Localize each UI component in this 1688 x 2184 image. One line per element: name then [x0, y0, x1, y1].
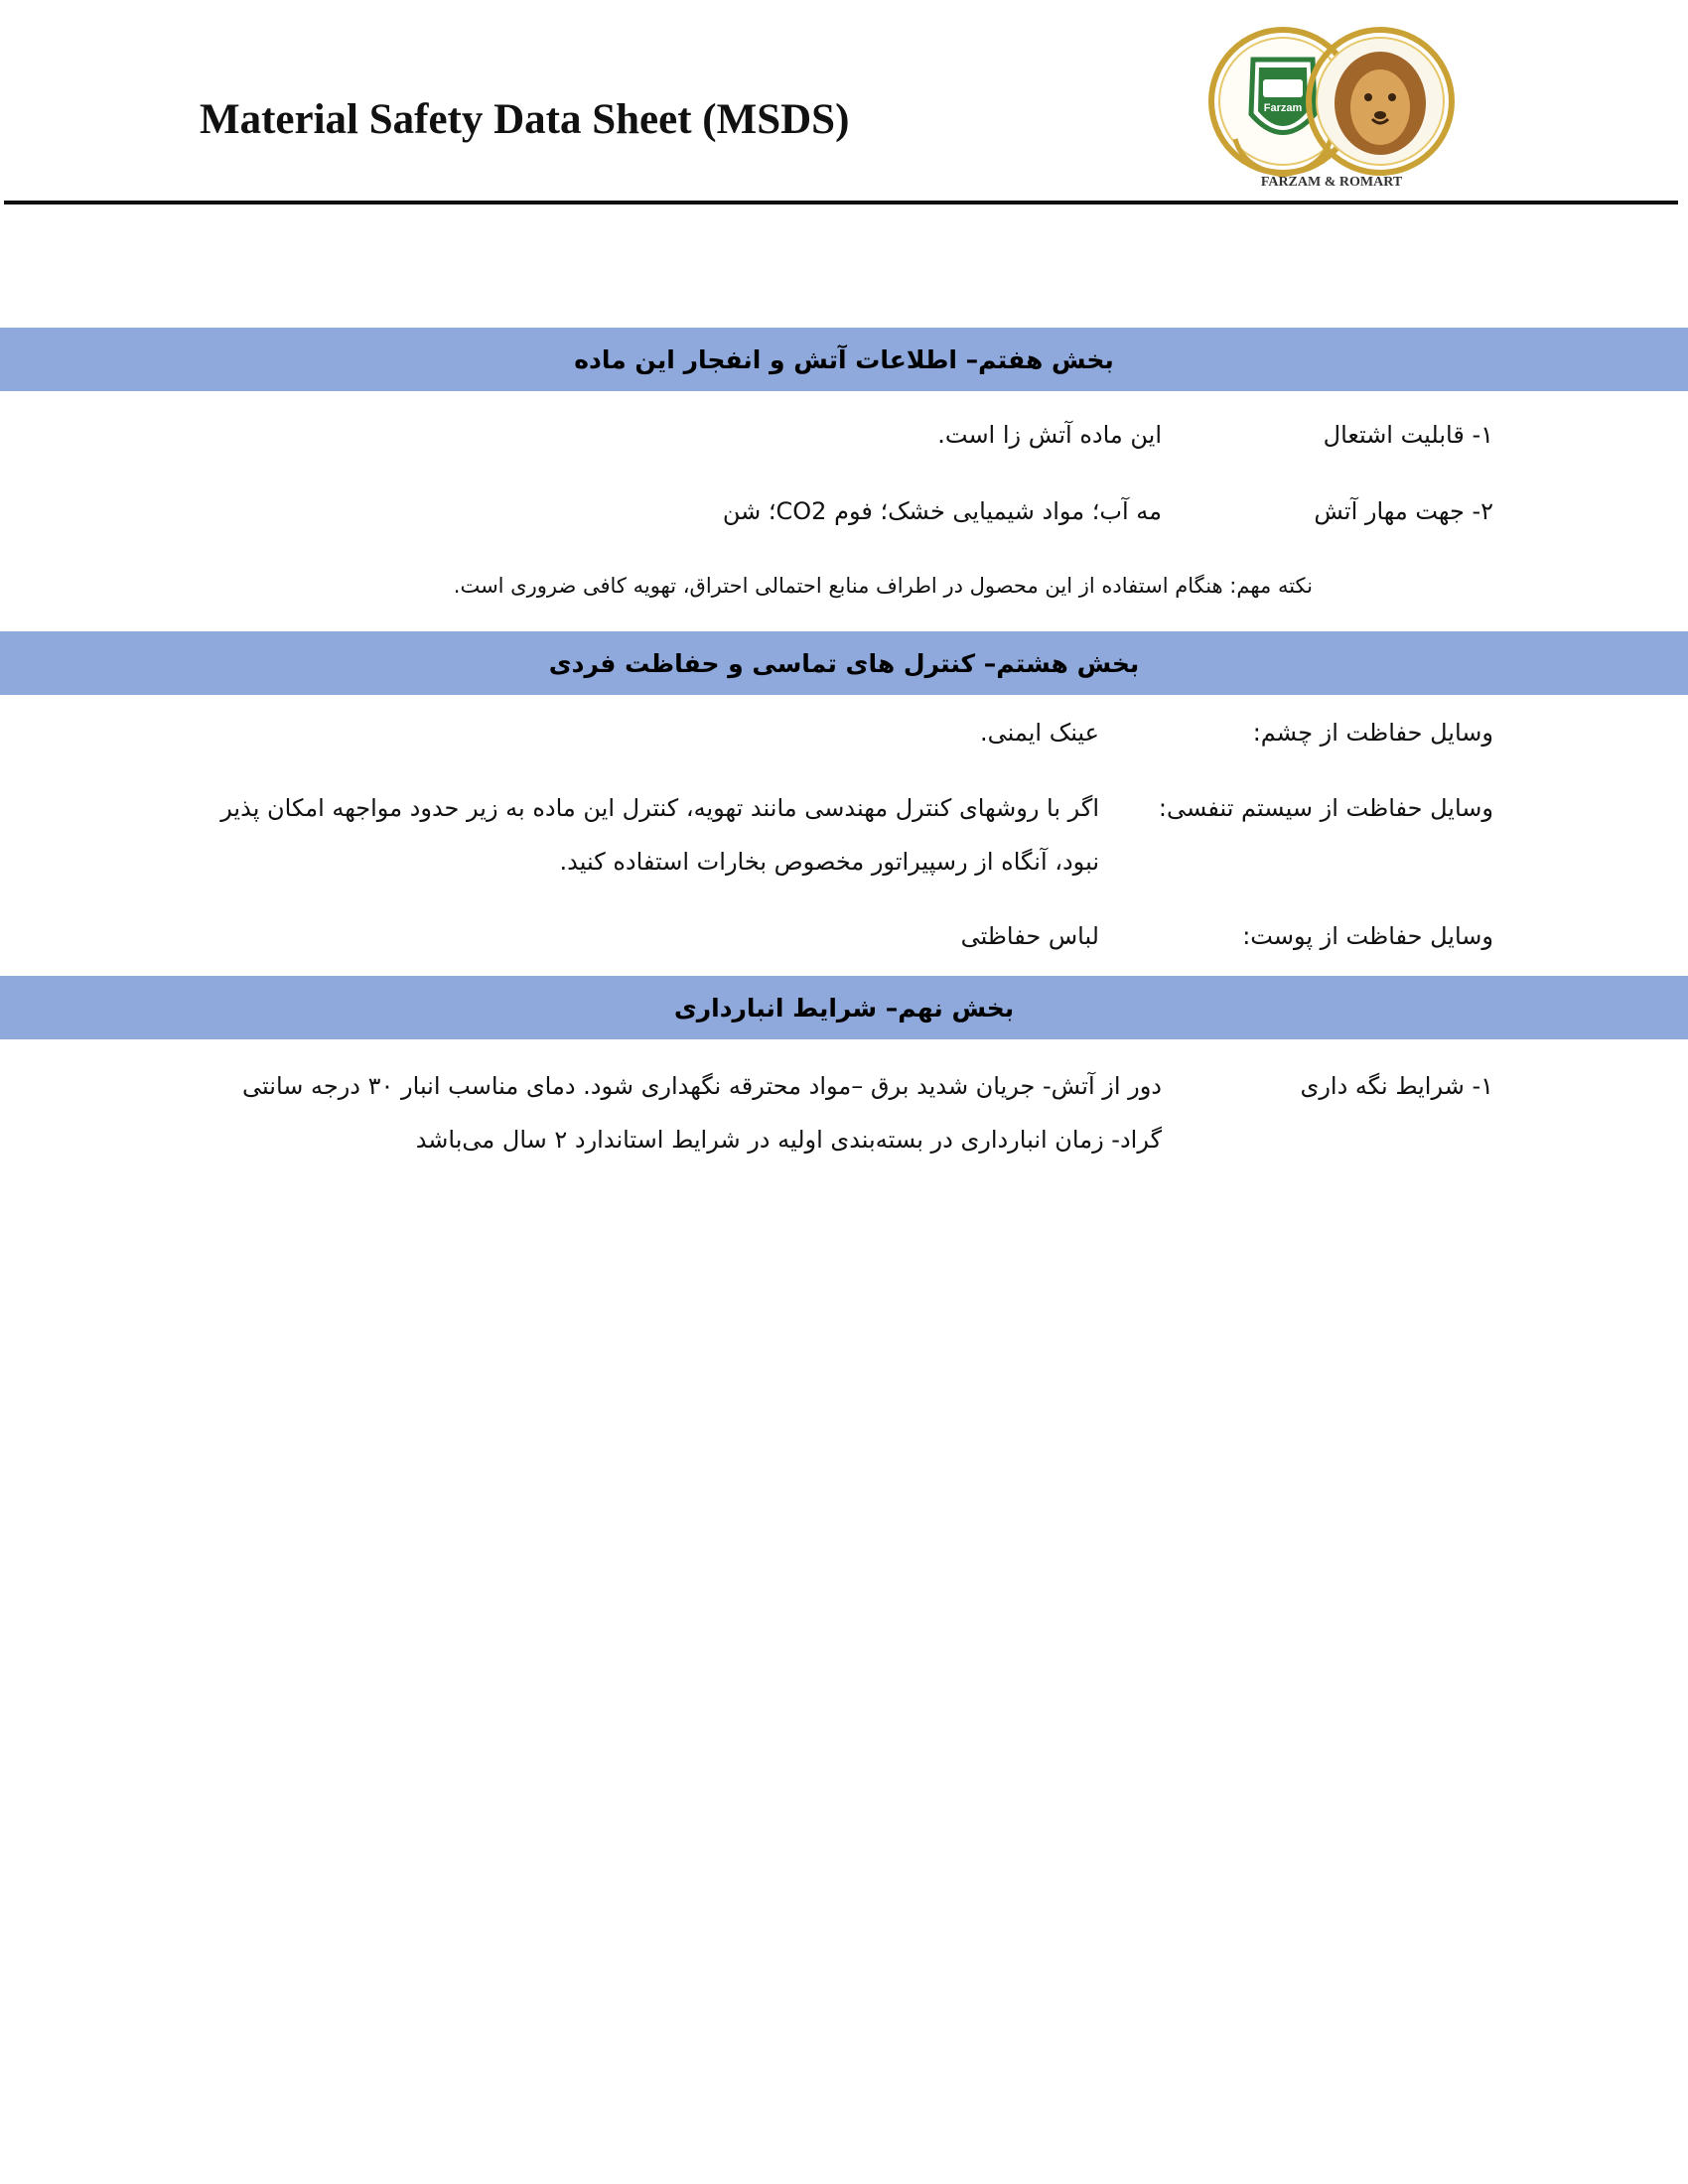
page-title: Material Safety Data Sheet (MSDS)	[200, 96, 850, 143]
section9-heading: بخش نهم– شرایط انبارداری	[0, 976, 1688, 1039]
storage-conditions-label: ۱- شرایط نگه داری	[1300, 1072, 1493, 1100]
respiratory-protection-label: وسایل حفاظت از سیستم تنفسی:	[1158, 794, 1493, 822]
header-divider	[4, 201, 1678, 205]
skin-protection-label: وسایل حفاظت از پوست:	[1242, 922, 1493, 950]
storage-conditions-value: دور از آتش- جریان شدید برق –مواد محترقه نگهداری شود. دمای مناسب انبار ۳۰ درجه سانتی گراد- زمان انبارداری در بسته‌بندی اولیه در شرایط استاندارد ۲ سال می‌باشد	[242, 1072, 1162, 1154]
flammability-value: این ماده آتش زا است.	[937, 421, 1162, 449]
section8-heading: بخش هشتم– کنترل های تماسی و حفاظت فردی	[0, 631, 1688, 695]
fire-suppression-value: مه آب؛ مواد شیمیایی خشک؛ فوم CO2؛ شن	[722, 497, 1162, 525]
flammability-label: ۱- قابلیت اشتعال	[1323, 421, 1493, 449]
section7-heading: بخش هفتم– اطلاعات آتش و انفجار این ماده	[0, 328, 1688, 391]
skin-protection-value: لباس حفاظتی	[960, 922, 1099, 950]
company-logo	[1203, 20, 1460, 199]
important-note: نکته مهم: هنگام استفاده از این محصول در اطراف منابع احتمالی احتراق، تهویه کافی ضروری است.	[453, 574, 1313, 598]
eye-protection-value: عینک ایمنی.	[979, 719, 1099, 747]
respiratory-protection-value: اگر با روشهای کنترل مهندسی مانند تهویه، کنترل این ماده به زیر حدود مواجهه امکان پذیر نبود، آنگاه از رسپیراتور مخصوص بخارات استفاده کنید.	[220, 794, 1099, 876]
logo-caption: FARZAM & ROMART	[1260, 175, 1403, 190]
fire-suppression-label: ۲- جهت مهار آتش	[1314, 497, 1493, 525]
eye-protection-label: وسایل حفاظت از چشم:	[1252, 719, 1493, 747]
logo-badge-text: Farzam	[1263, 102, 1303, 114]
